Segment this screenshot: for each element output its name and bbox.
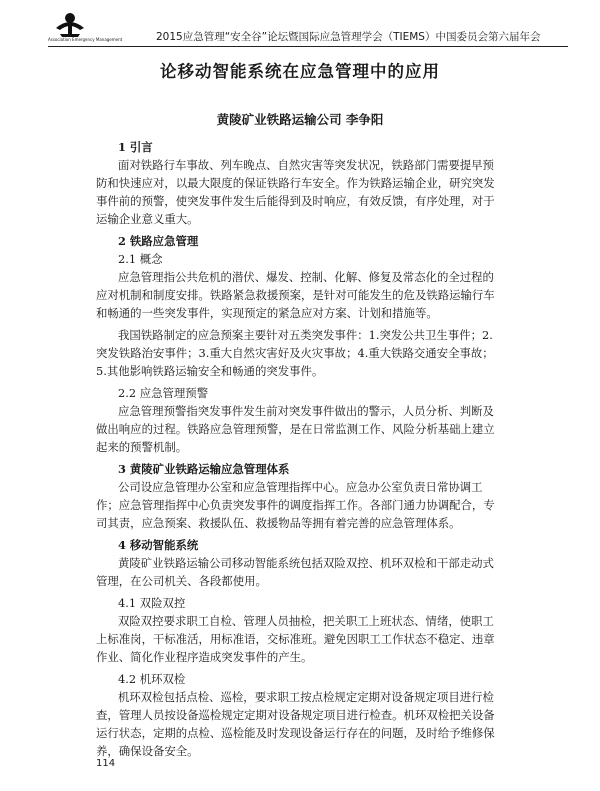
body-line: 黄陵矿业铁路运输公司移动智能系统包括双险双控、机环双检和干部走动式 bbox=[118, 556, 494, 570]
conference-logo bbox=[48, 10, 123, 42]
body-line: 运行状态，定期的点检、巡检能及时发现设备运行存在的问题，及时给予维修保 bbox=[96, 726, 495, 740]
body-line: 我国铁路制定的应急预案主要针对五类突发事件：1.突发公共卫生事件；2. bbox=[118, 328, 493, 342]
body-line: 管理，在公司机关、各段都使用。 bbox=[96, 574, 267, 588]
body-line: 司其责，应急预案、救援队伍、救援物品等拥有着完善的应急管理体系。 bbox=[96, 516, 461, 530]
article-title: 论移动智能系统在应急管理中的应用 bbox=[160, 62, 440, 81]
body-line: 应急管理指公共危机的潜伏、爆发、控制、化解、修复及常态化的全过程的 bbox=[118, 270, 494, 284]
body-line: 和畅通的一些突发事件，实现预定的紧急应对方案、计划和措施等。 bbox=[96, 306, 438, 320]
body-line: 公司设应急管理办公室和应急管理指挥中心。应急办公室负责日常协调工 bbox=[118, 480, 483, 494]
running-title: 2015应急管理“安全谷”论坛暨国际应急管理学会（TIEMS）中国委员会第六届年会 bbox=[156, 31, 541, 43]
body-line: 事件前的预警，使突发事件发生后能得到及时响应，有效反馈，有序处理，对于 bbox=[96, 194, 495, 208]
body-line: 作；应急管理指挥中心负责突发事件的调度指挥工作。各部门通力协调配合，专 bbox=[96, 498, 495, 512]
body-line: 防和快速应对，以最大限度的保证铁路行车安全。作为铁路运输企业，研究突发 bbox=[96, 176, 495, 190]
body-line: 机环双检包括点检、巡检，要求职工按点检规定定期对设备规定项目进行检 bbox=[118, 690, 494, 704]
logo-tagline: Association Emergency Management bbox=[48, 37, 123, 42]
section-heading: 1 引言 bbox=[118, 140, 153, 154]
section-heading: 3 黄陵矿业铁路运输应急管理体系 bbox=[118, 462, 290, 476]
body-line: 查，管理人员按设备巡检规定定期对设备规定项目进行检查。机环双检把关设备 bbox=[96, 708, 495, 722]
body-line: 运输企业意义重大。 bbox=[96, 212, 199, 226]
body-line: 起来的预警机制。 bbox=[96, 440, 188, 454]
body-line: 作业、简化作业程序造成突发事件的产生。 bbox=[96, 650, 313, 664]
body-line: 上标准岗，干标准活，用标准语，交标准班。避免因职工工作状态不稳定、违章 bbox=[96, 632, 495, 646]
body-line: 突发铁路治安事件；3.重大自然灾害好及火灾事故；4.重大铁路交通安全事故； bbox=[96, 346, 494, 360]
section-heading: 2 铁路应急管理 bbox=[118, 234, 199, 248]
body-line: 应对机制和制度安排。铁路紧急救援预案，是针对可能发生的危及铁路运输行车 bbox=[96, 288, 495, 302]
subsection-heading: 2.2 应急管理预警 bbox=[118, 386, 209, 400]
author-line: 黄陵矿业铁路运输公司 李争阳 bbox=[216, 112, 384, 127]
header-divider bbox=[48, 46, 568, 47]
subsection-heading: 2.1 概念 bbox=[118, 252, 163, 266]
body-line: 面对铁路行车事故、列车晚点、自然灾害等突发状况，铁路部门需要提早预 bbox=[118, 158, 494, 172]
body-line: 5.其他影响铁路运输安全和畅通的突发事件。 bbox=[96, 364, 324, 378]
body-line: 应急管理预警指突发事件发生前对突发事件做出的警示，人员分析、判断及 bbox=[118, 404, 494, 418]
body-line: 做出响应的过程。铁路应急管理预警，是在日常监测工作、风险分析基础上建立 bbox=[96, 422, 495, 436]
section-heading: 4 移动智能系统 bbox=[118, 538, 199, 552]
subsection-heading: 4.2 机环双检 bbox=[118, 672, 186, 686]
running-header bbox=[48, 10, 568, 44]
body-line: 养，确保设备安全。 bbox=[96, 744, 199, 758]
page-number: 114 bbox=[96, 758, 116, 769]
subsection-heading: 4.1 双险双控 bbox=[118, 596, 186, 610]
body-line: 双险双控要求职工自检、管理人员抽检，把关职工上班状态、情绪，使职工 bbox=[118, 614, 494, 628]
